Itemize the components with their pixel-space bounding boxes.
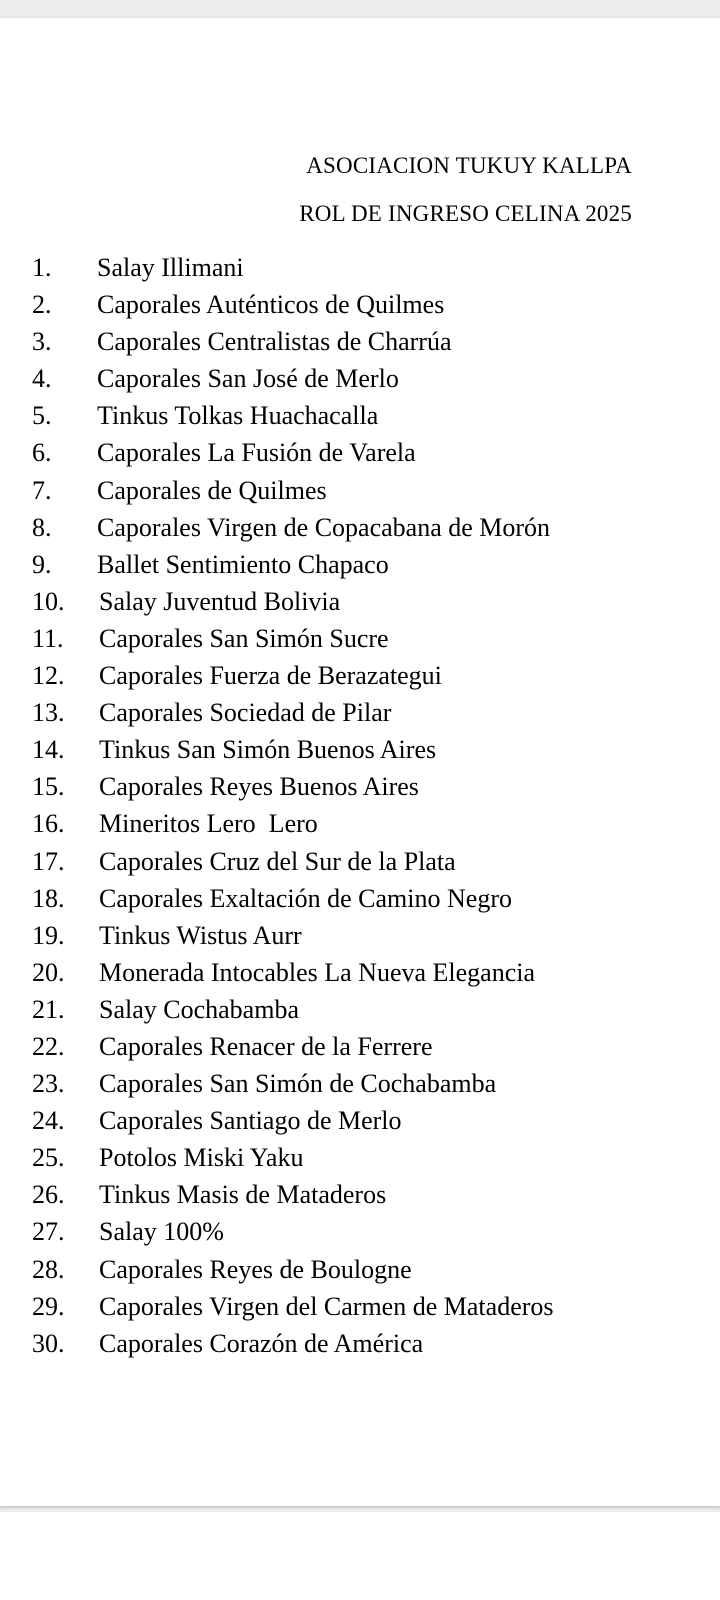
item-name: Caporales de Quilmes xyxy=(97,475,327,505)
item-name: Caporales Corazón de América xyxy=(99,1328,424,1358)
list-item xyxy=(0,805,720,842)
item-name: Tinkus San Simón Buenos Aires xyxy=(99,735,437,765)
item-name: Salay Illimani xyxy=(97,253,244,282)
item-name: Salay 100% xyxy=(99,1217,224,1247)
item-name: Monerada Intocables La Nueva Elegancia xyxy=(99,957,536,987)
item-number: 2. xyxy=(32,290,52,320)
list-item xyxy=(0,249,720,286)
item-name: Caporales Renacer de la Ferrere xyxy=(99,1031,433,1061)
document-subtitle: ROL DE INGRESO CELINA 2025 xyxy=(299,201,632,226)
item-number: 1. xyxy=(32,253,52,282)
list-item xyxy=(0,1213,720,1250)
item-number: 26. xyxy=(32,1180,65,1210)
document-title: ASOCIACION TUKUY KALLPA xyxy=(306,153,632,178)
group-list xyxy=(0,249,720,1362)
document-page xyxy=(0,18,720,1506)
list-item xyxy=(0,991,720,1028)
list-item xyxy=(0,1176,720,1213)
item-number: 28. xyxy=(32,1254,65,1284)
list-item xyxy=(0,546,720,583)
item-number: 17. xyxy=(32,846,65,876)
item-name: Salay Juventud Bolivia xyxy=(99,586,341,616)
item-number: 27. xyxy=(32,1217,65,1247)
list-item xyxy=(0,1028,720,1065)
item-name: Caporales La Fusión de Varela xyxy=(97,438,416,468)
list-item xyxy=(0,472,720,509)
item-number: 15. xyxy=(32,772,65,802)
item-name: Caporales San Simón de Cochabamba xyxy=(99,1069,497,1099)
list-item xyxy=(0,731,720,768)
item-number: 30. xyxy=(32,1328,65,1358)
list-item xyxy=(0,917,720,954)
item-name: Caporales Sociedad de Pilar xyxy=(99,698,392,728)
item-name: Caporales Centralistas de Charrúa xyxy=(97,327,452,357)
item-number: 6. xyxy=(32,438,52,468)
list-item xyxy=(0,1102,720,1139)
item-number: 22. xyxy=(32,1031,65,1061)
list-item xyxy=(0,360,720,397)
list-item xyxy=(0,1288,720,1325)
item-number: 11. xyxy=(32,623,64,653)
item-number: 3. xyxy=(32,327,52,357)
list-item xyxy=(0,1251,720,1288)
item-number: 14. xyxy=(32,735,65,765)
item-name: Caporales Reyes Buenos Aires xyxy=(99,772,419,802)
item-number: 10. xyxy=(32,586,65,616)
list-item xyxy=(0,1065,720,1102)
item-number: 13. xyxy=(32,698,65,728)
next-page-edge xyxy=(0,1512,720,1600)
item-number: 4. xyxy=(32,364,52,394)
item-name: Caporales Cruz del Sur de la Plata xyxy=(99,846,456,876)
list-item xyxy=(0,768,720,805)
item-number: 9. xyxy=(32,549,52,579)
item-number: 23. xyxy=(32,1069,65,1099)
list-item xyxy=(0,954,720,991)
list-item xyxy=(0,583,720,620)
item-number: 12. xyxy=(32,661,65,691)
item-number: 21. xyxy=(32,994,65,1024)
item-name: Caporales Auténticos de Quilmes xyxy=(97,290,445,320)
item-name: Caporales San Simón Sucre xyxy=(99,623,389,653)
list-item xyxy=(0,1325,720,1362)
list-item xyxy=(0,694,720,731)
list-item xyxy=(0,434,720,471)
list-item xyxy=(0,323,720,360)
item-number: 7. xyxy=(32,475,52,505)
list-item xyxy=(0,620,720,657)
list-item xyxy=(0,286,720,323)
list-item xyxy=(0,509,720,546)
item-name: Salay Cochabamba xyxy=(99,994,299,1024)
item-name: Caporales San José de Merlo xyxy=(97,364,399,394)
item-name: Tinkus Wistus Aurr xyxy=(99,920,302,950)
item-number: 16. xyxy=(32,809,65,839)
item-number: 5. xyxy=(32,401,52,431)
item-number: 8. xyxy=(32,512,52,542)
item-name: Caporales Fuerza de Berazategui xyxy=(99,661,442,691)
item-number: 25. xyxy=(32,1143,65,1173)
item-number: 19. xyxy=(32,920,65,950)
item-number: 20. xyxy=(32,957,65,987)
list-item xyxy=(0,880,720,917)
list-item xyxy=(0,1139,720,1176)
item-name: Caporales Santiago de Merlo xyxy=(99,1106,402,1136)
list-item xyxy=(0,397,720,434)
item-name: Caporales Exaltación de Camino Negro xyxy=(99,883,512,913)
item-number: 29. xyxy=(32,1291,65,1321)
item-number: 18. xyxy=(32,883,65,913)
item-name: Mineritos Lero Lero xyxy=(99,809,318,839)
item-name: Ballet Sentimiento Chapaco xyxy=(97,549,389,579)
item-name: Tinkus Masis de Mataderos xyxy=(99,1180,387,1210)
item-name: Potolos Miski Yaku xyxy=(99,1143,304,1173)
item-name: Caporales Reyes de Boulogne xyxy=(99,1254,412,1284)
list-item xyxy=(0,843,720,880)
item-name: Caporales Virgen del Carmen de Mataderos xyxy=(99,1291,554,1321)
item-name: Caporales Virgen de Copacabana de Morón xyxy=(97,512,551,542)
item-name: Tinkus Tolkas Huachacalla xyxy=(97,401,379,431)
item-number: 24. xyxy=(32,1106,65,1136)
list-item xyxy=(0,657,720,694)
